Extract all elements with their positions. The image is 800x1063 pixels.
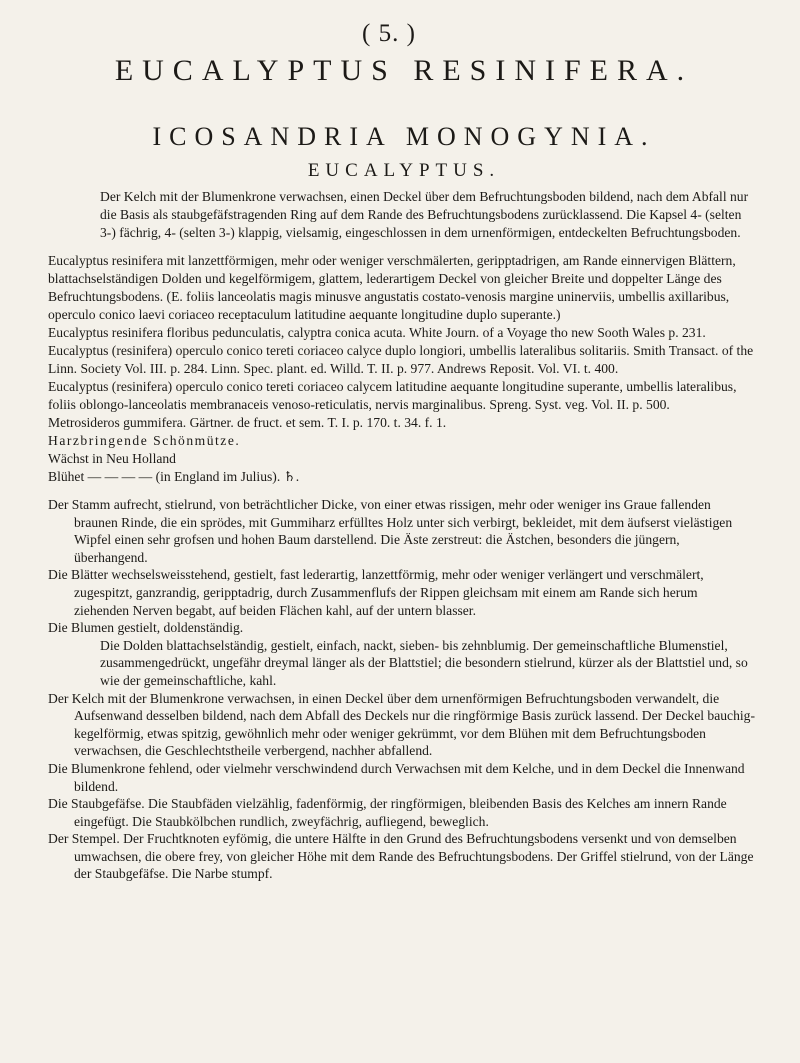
synonym-line: Metrosideros gummifera. Gärtner. de fruct. et sem. T. I. p. 170. t. 34. f. 1. [48, 415, 447, 430]
description-corolla: Die Blumenkrone fehlend, oder vielmehr verschwindend durch Verwachsen mit dem Kelche, und in dem Deckel die Innenwand bildend. [48, 760, 745, 794]
synonym-line: Eucalyptus resinifera floribus pedunculatis, calyptra conica acuta. White Journ. of a Voyage tho new Sooth Wales p. 231. [48, 325, 706, 340]
description-calyx: Der Kelch mit der Blumenkrone verwachsen, in einen Deckel über dem urnenförmigen Befruchtungsboden verwandelt, die Aufsenwand desselben bildend, nach dem Abfall des Deckels nur die ringförmige Basis zurück lassend. Der Deckel bauchig-kegelförmig, etwas spitzig, gewöhnlich mehr oder weniger gekrümmt, vor dem Blühen mit dem Befruchtungsboden verwachsen, die Geschlechtstheile verbergend, nachher abfallend. [48, 690, 755, 759]
german-name: Harzbringende Schönmütze. [48, 433, 241, 448]
description-stamens: Die Staubgefäfse. Die Staubfäden vielzählig, fadenförmig, der ringförmigen, bleibenden Basis des Kelches am innern Rande eingefügt. Die Staubkölbchen rundlich, zweyfächrig, aufliegend, beweglich. [48, 796, 727, 829]
genus-heading: EUCALYPTUS. [307, 160, 501, 181]
synonym-line: Eucalyptus resinifera mit lanzettförmigen, mehr oder weniger verschmälerten, geripptadrigen, am Rande einnervigen Blättern, blattachselständigen Dolden und kegelförmigem, glattem, lederartigem Deckel von gleicher Breite und doppelter Länge des Befruchtungsbodens. (E. foliis lanceolatis magis minusve angustatis costato-venosis margine uninerviis, umbellis axillaribus, operculo conico laevi coriaceo receptaculum latitudine aequante longitudine duplo superante.) [48, 253, 736, 322]
species-title: EUCALYPTUS RESINIFERA. [114, 54, 694, 87]
description-flowers: Die Blumen gestielt, doldenständig. [48, 620, 244, 636]
synonym-line: Eucalyptus (resinifera) operculo conico tereti coriaceo calycem latitudine aequante longitudine superante, umbellis lateralibus, foliis oblongo-lanceolatis membranaceis venoso-reticulatis, nervis marginalibus. Spreng. Syst. veg. Vol. II. p. 500. [48, 379, 737, 412]
page-number: ( 5. ) [362, 20, 416, 47]
description-stem: Der Stamm aufrecht, stielrund, von beträchtlicher Dicke, von einer etwas rissigen, mehr oder weniger ins Graue fallenden braunen Rinde, die ein sprödes, mit Gummiharz erfülltes Holz unter sich verbirgt, bekleidet, mit dem äufserst vielästigen Wipfel einen sehr grofsen und hohen Baum darstellend. Die Äste zerstreut: die Ästchen, besonders die jüngern, überhangend. [48, 497, 733, 565]
habitat-line: Wächst in Neu Holland [48, 451, 176, 466]
synonym-line: Eucalyptus (resinifera) operculo conico tereti coriaceo calyce duplo longiori, umbellis lateralibus solitariis. Smith Transact. of the Linn. Society Vol. III. p. 284. Linn. Spec. plant. ed. Willd. T. II. p. 977. Andrews Reposit. Vol. VI. t. 400. [48, 343, 754, 376]
description-umbels: Die Dolden blattachselständig, gestielt, einfach, nackt, sieben- bis zehnblumig. Der gemeinschaftliche Blumenstiel, zusammengedrückt, ungefähr dreymal länger als der Blattstiel; die besondern stielrund, kürzer als der Blattstiel und, so wie der gemeinschaftliche, kahl. [100, 637, 748, 688]
linnaean-class: ICOSANDRIA MONOGYNIA. [152, 122, 656, 151]
description-pistil: Der Stempel. Der Fruchtknoten eyfömig, die untere Hälfte in den Grund des Befruchtungsbodens versenkt und von demselben umwachsen, die obere frey, von gleicher Höhe mit dem Rande des Befruchtungsbodens. Der Griffel stielrund, von der Länge der Staubgefäfse. Die Narbe stumpf. [48, 831, 754, 882]
description-block [48, 496, 756, 883]
genus-character: Der Kelch mit der Blumenkrone verwachsen, einen Deckel über dem Befruchtungsboden bildend, nach dem Abfall nur die Basis als staubgefäfstragenden Ring auf dem Rande des Befruchtungsbodens zurücklassend. Die Kapsel 4- (selten 3-) fächrig, 4- (selten 3-) klappig, vielsamig, eingeschlossen in dem urnenförmigen, entdeckelten Befruchtungsboden. [100, 189, 749, 240]
flowering-line: Blühet — — — — (in England im Julius). ♄. [48, 469, 300, 484]
description-leaves: Die Blätter wechselsweisstehend, gestielt, fast lederartig, lanzettförmig, mehr oder weniger verlängert und verschmälert, zugespitzt, ganzrandig, geripptadrig, durch Zusammenflufs der Rippen gleichsam mit einem am Rande sich herum ziehenden Nerven begabt, auf beiden Flächen kahl, auf der untern blasser. [48, 567, 704, 618]
synonym-block [48, 252, 756, 486]
